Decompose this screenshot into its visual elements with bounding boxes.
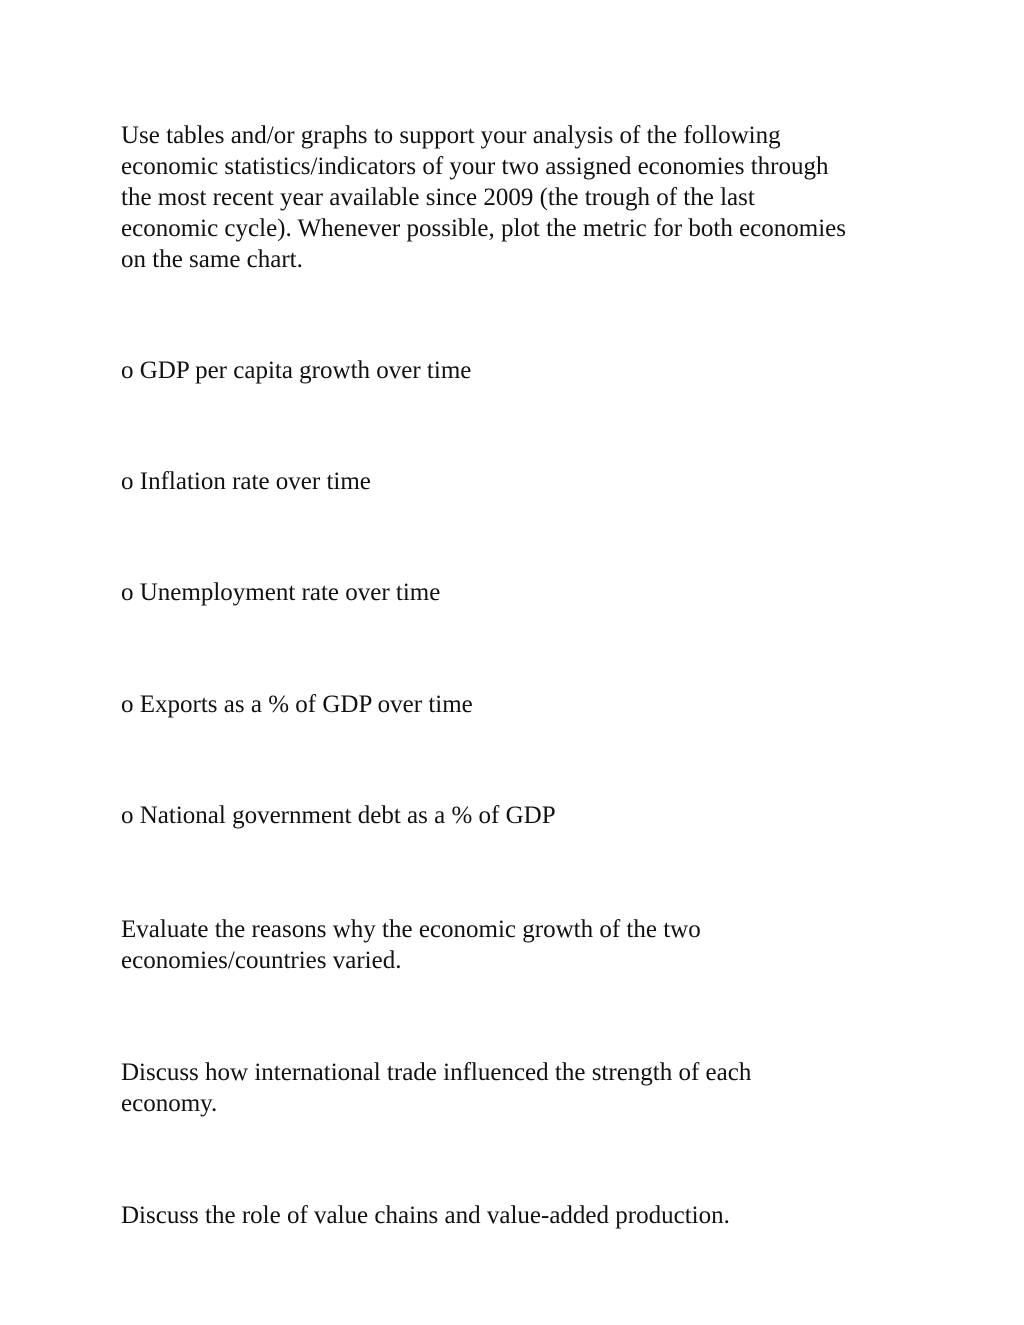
trade-line: Discuss how international trade influenced the strength of each — [121, 1059, 752, 1086]
value-chain-paragraph — [121, 1200, 901, 1231]
bullet-text: o National government debt as a % of GDP — [121, 802, 556, 829]
evaluate-line: Evaluate the reasons why the economic growth of the two — [121, 916, 701, 943]
trade-paragraph — [121, 1057, 901, 1119]
bullet-gdp-per-capita — [121, 355, 901, 386]
intro-line: the most recent year available since 2009 (the trough of the last — [121, 184, 755, 211]
intro-line: Use tables and/or graphs to support your analysis of the following — [121, 122, 781, 149]
intro-line: economic statistics/indicators of your two assigned economies through — [121, 153, 829, 180]
bullet-text: o Unemployment rate over time — [121, 579, 441, 606]
intro-paragraph — [121, 120, 901, 275]
intro-line: economic cycle). Whenever possible, plot the metric for both economies — [121, 215, 846, 242]
bullet-unemployment-rate — [121, 577, 901, 608]
bullet-inflation-rate — [121, 466, 901, 497]
bullet-text: o Inflation rate over time — [121, 468, 371, 495]
bullet-text: o GDP per capita growth over time — [121, 357, 472, 384]
bullet-text: o Exports as a % of GDP over time — [121, 691, 473, 718]
value-chain-line: Discuss the role of value chains and value-added production. — [121, 1202, 730, 1229]
intro-line: on the same chart. — [121, 246, 303, 273]
bullet-exports — [121, 689, 901, 720]
trade-line: economy. — [121, 1090, 218, 1117]
bullet-government-debt — [121, 800, 901, 831]
evaluate-line: economies/countries varied. — [121, 947, 402, 974]
evaluate-paragraph — [121, 914, 901, 976]
